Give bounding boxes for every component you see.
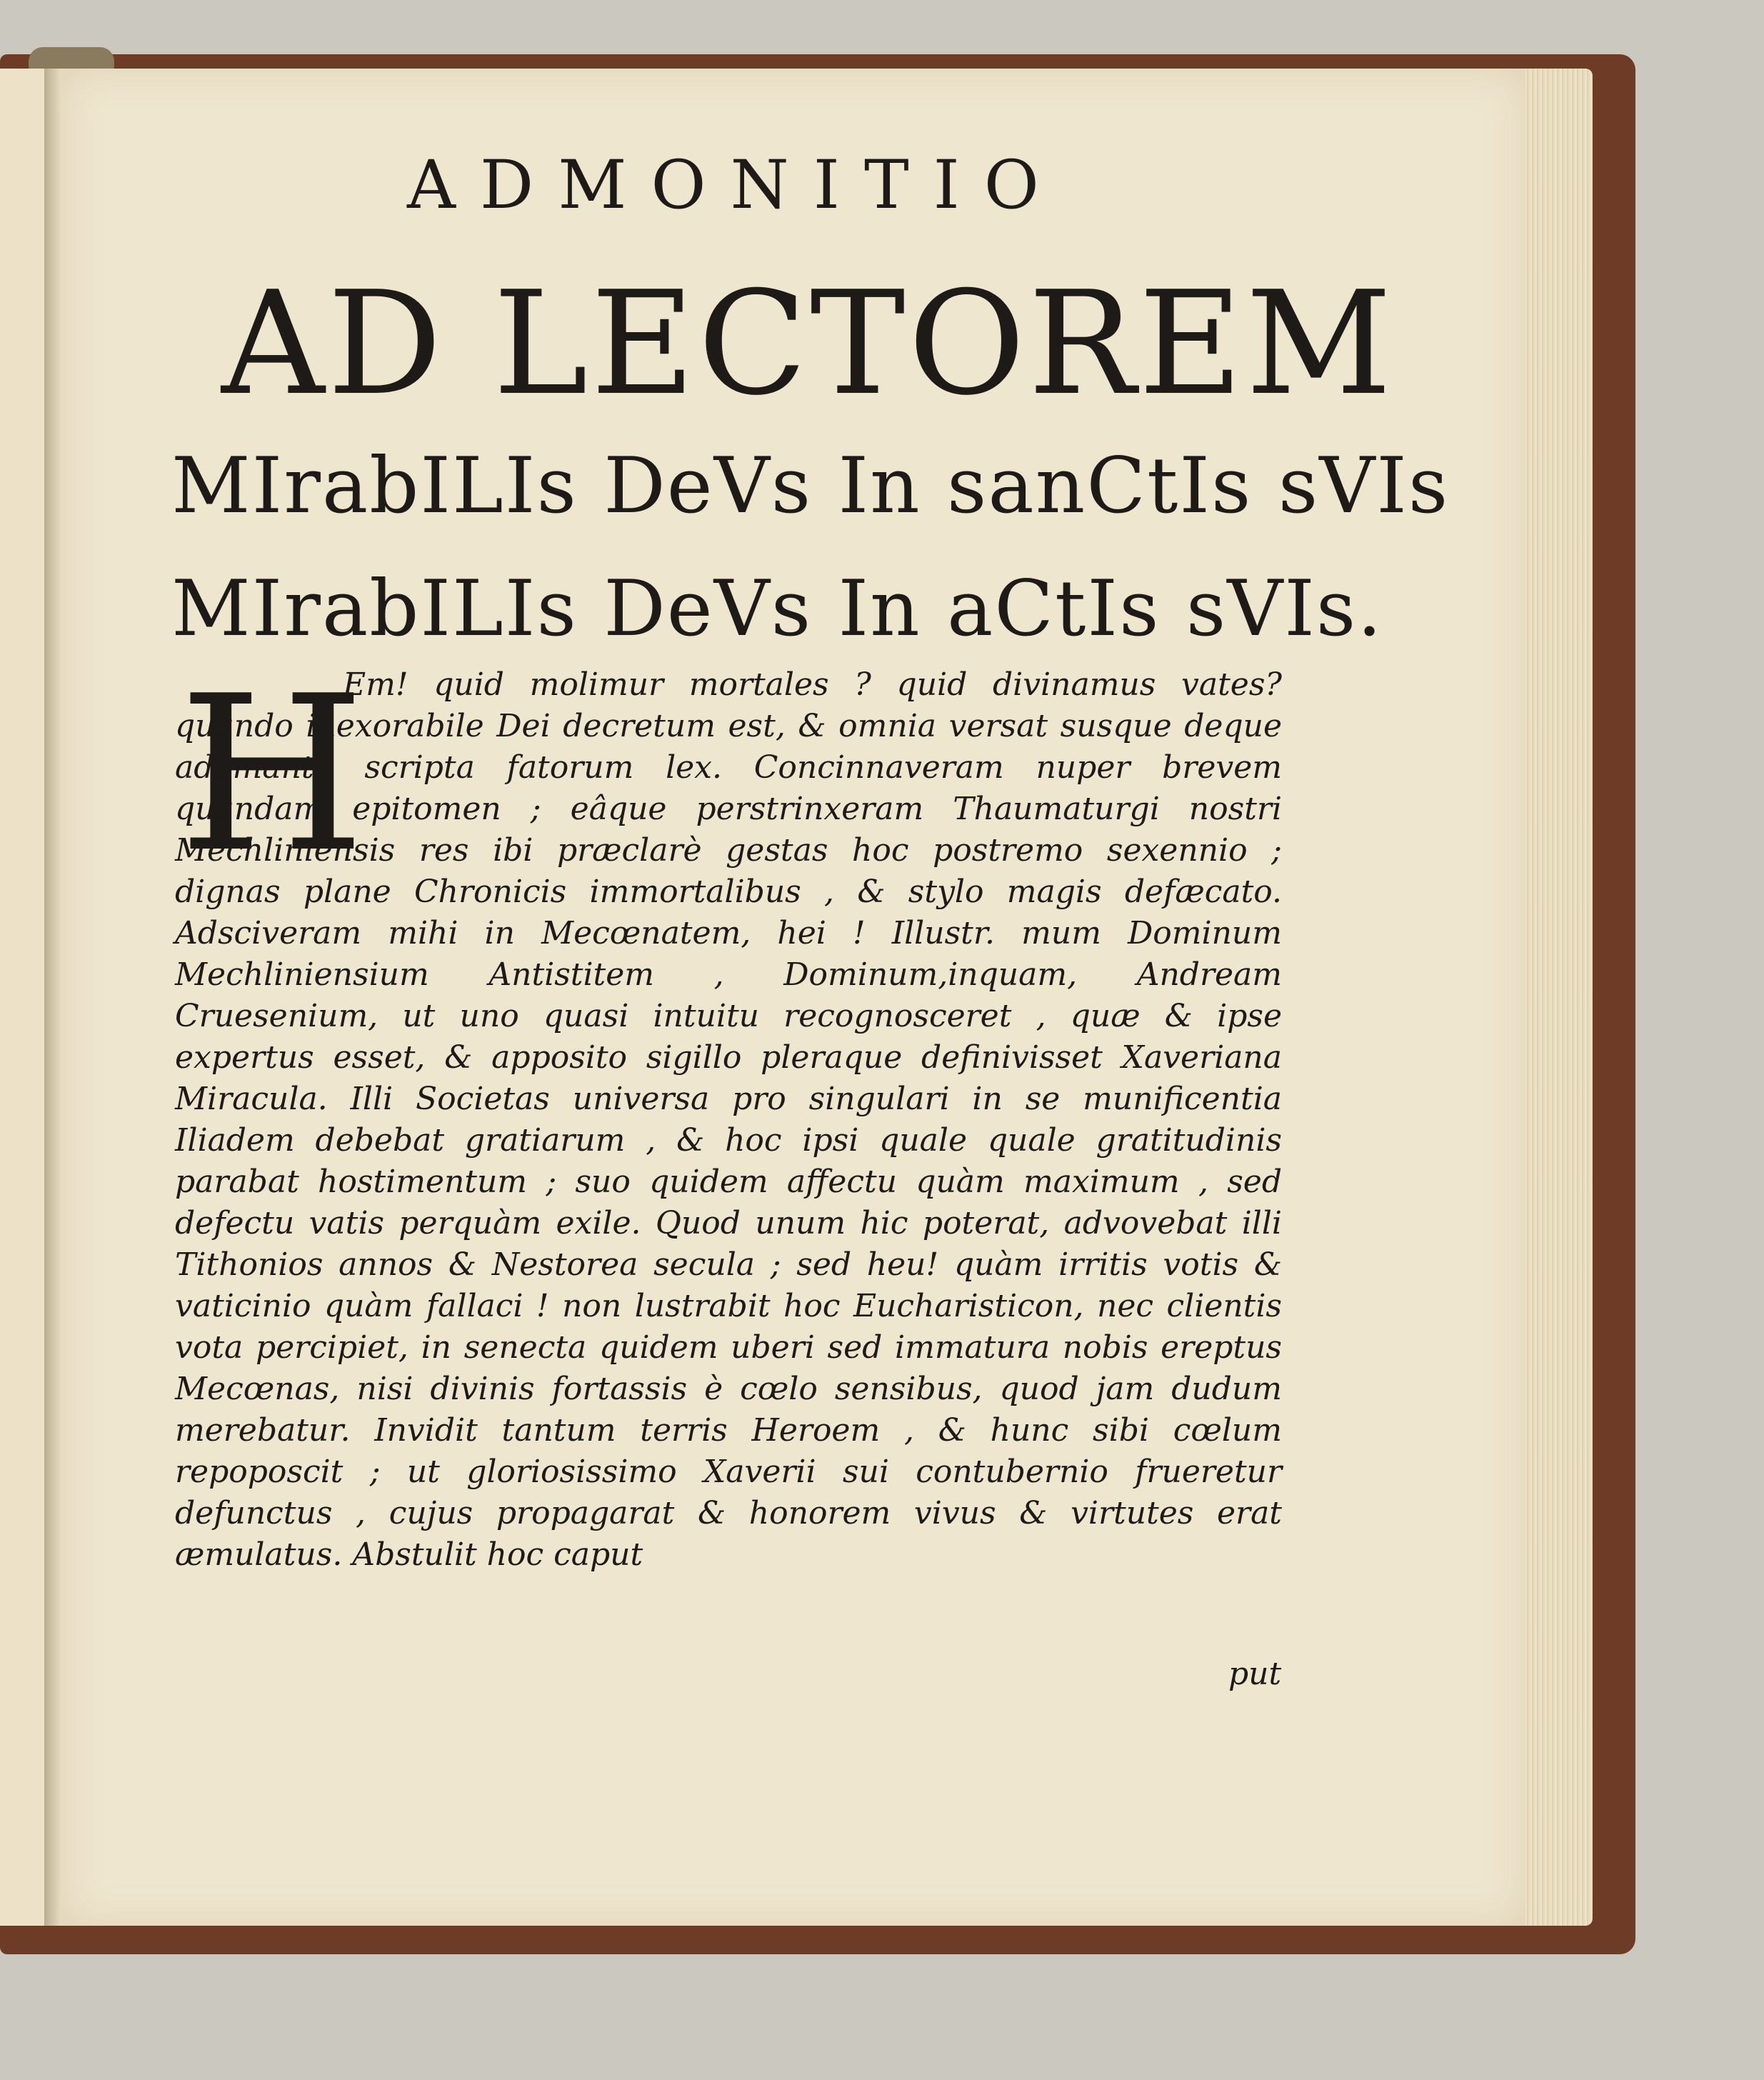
chronogram-line-1: MIrabILIs DeVs In sanCtIs sVIs xyxy=(171,441,1450,531)
catchword: put xyxy=(1228,1656,1282,1692)
page-gutter xyxy=(44,69,61,1926)
page-edges xyxy=(1514,69,1593,1926)
facing-page-edge xyxy=(0,69,46,1926)
title-ad-lectorem: AD LECTOREM xyxy=(221,261,1395,427)
drop-cap: H xyxy=(179,650,366,899)
chronogram-line-2: MIrabILIs DeVs In aCtIs sVIs. xyxy=(171,564,1383,654)
body-text xyxy=(175,650,1282,1576)
title-admonitio: ADMONITIO xyxy=(407,146,1063,224)
body-paragraph: Em! quid molimur mortales ? quid divinamus vates? quando inexorabile Dei decretum est, & omnia versat susque deque adamante scripta fatorum lex. Concinnaveram nuper brevem quandam epitomen ; eâque perstrinxeram Thaumaturgi nostri Mechliniensis res ibi præclarè gestas hoc postremo sexennio ; dignas plane Chronicis immortalibus , & stylo magis defæcato. Adsciveram mihi in Mecœnatem, hei ! Illustr. mum Dominum Mechliniensium Antistitem , Dominum,inquam, Andream Cruesenium, ut uno quasi intuitu recognosceret , quæ & ipse expertus esset, & apposito sigillo pleraque definivisset Xaveriana Miracula. Illi Societas universa pro singulari in se munificentia Iliadem debebat gratiarum , & hoc ipsi quale quale gratitudinis parabat hostimentum ; suo quidem affectu quàm maximum , sed defectu vatis perquàm exile. Quod unum hic poterat, advovebat illi Tithonios annos & Nestorea secula ; sed heu! quàm irritis votis & vaticinio quàm fallaci ! non lustrabit hoc Eucharisticon, nec clientis vota percipiet, in senecta quidem uberi sed immatura nobis ereptus Mecœnas, nisi divinis fortassis è cœlo sensibus, quod jam dudum merebatur. Invidit tantum terris Heroem , & hunc sibi cœlum repoposcit ; ut gloriosissimo Xaverii sui contubernio frueretur defunctus , cujus propagarat & honorem vivus & virtutes erat æmulatus. Abstulit hoc caput xyxy=(175,666,1282,1573)
